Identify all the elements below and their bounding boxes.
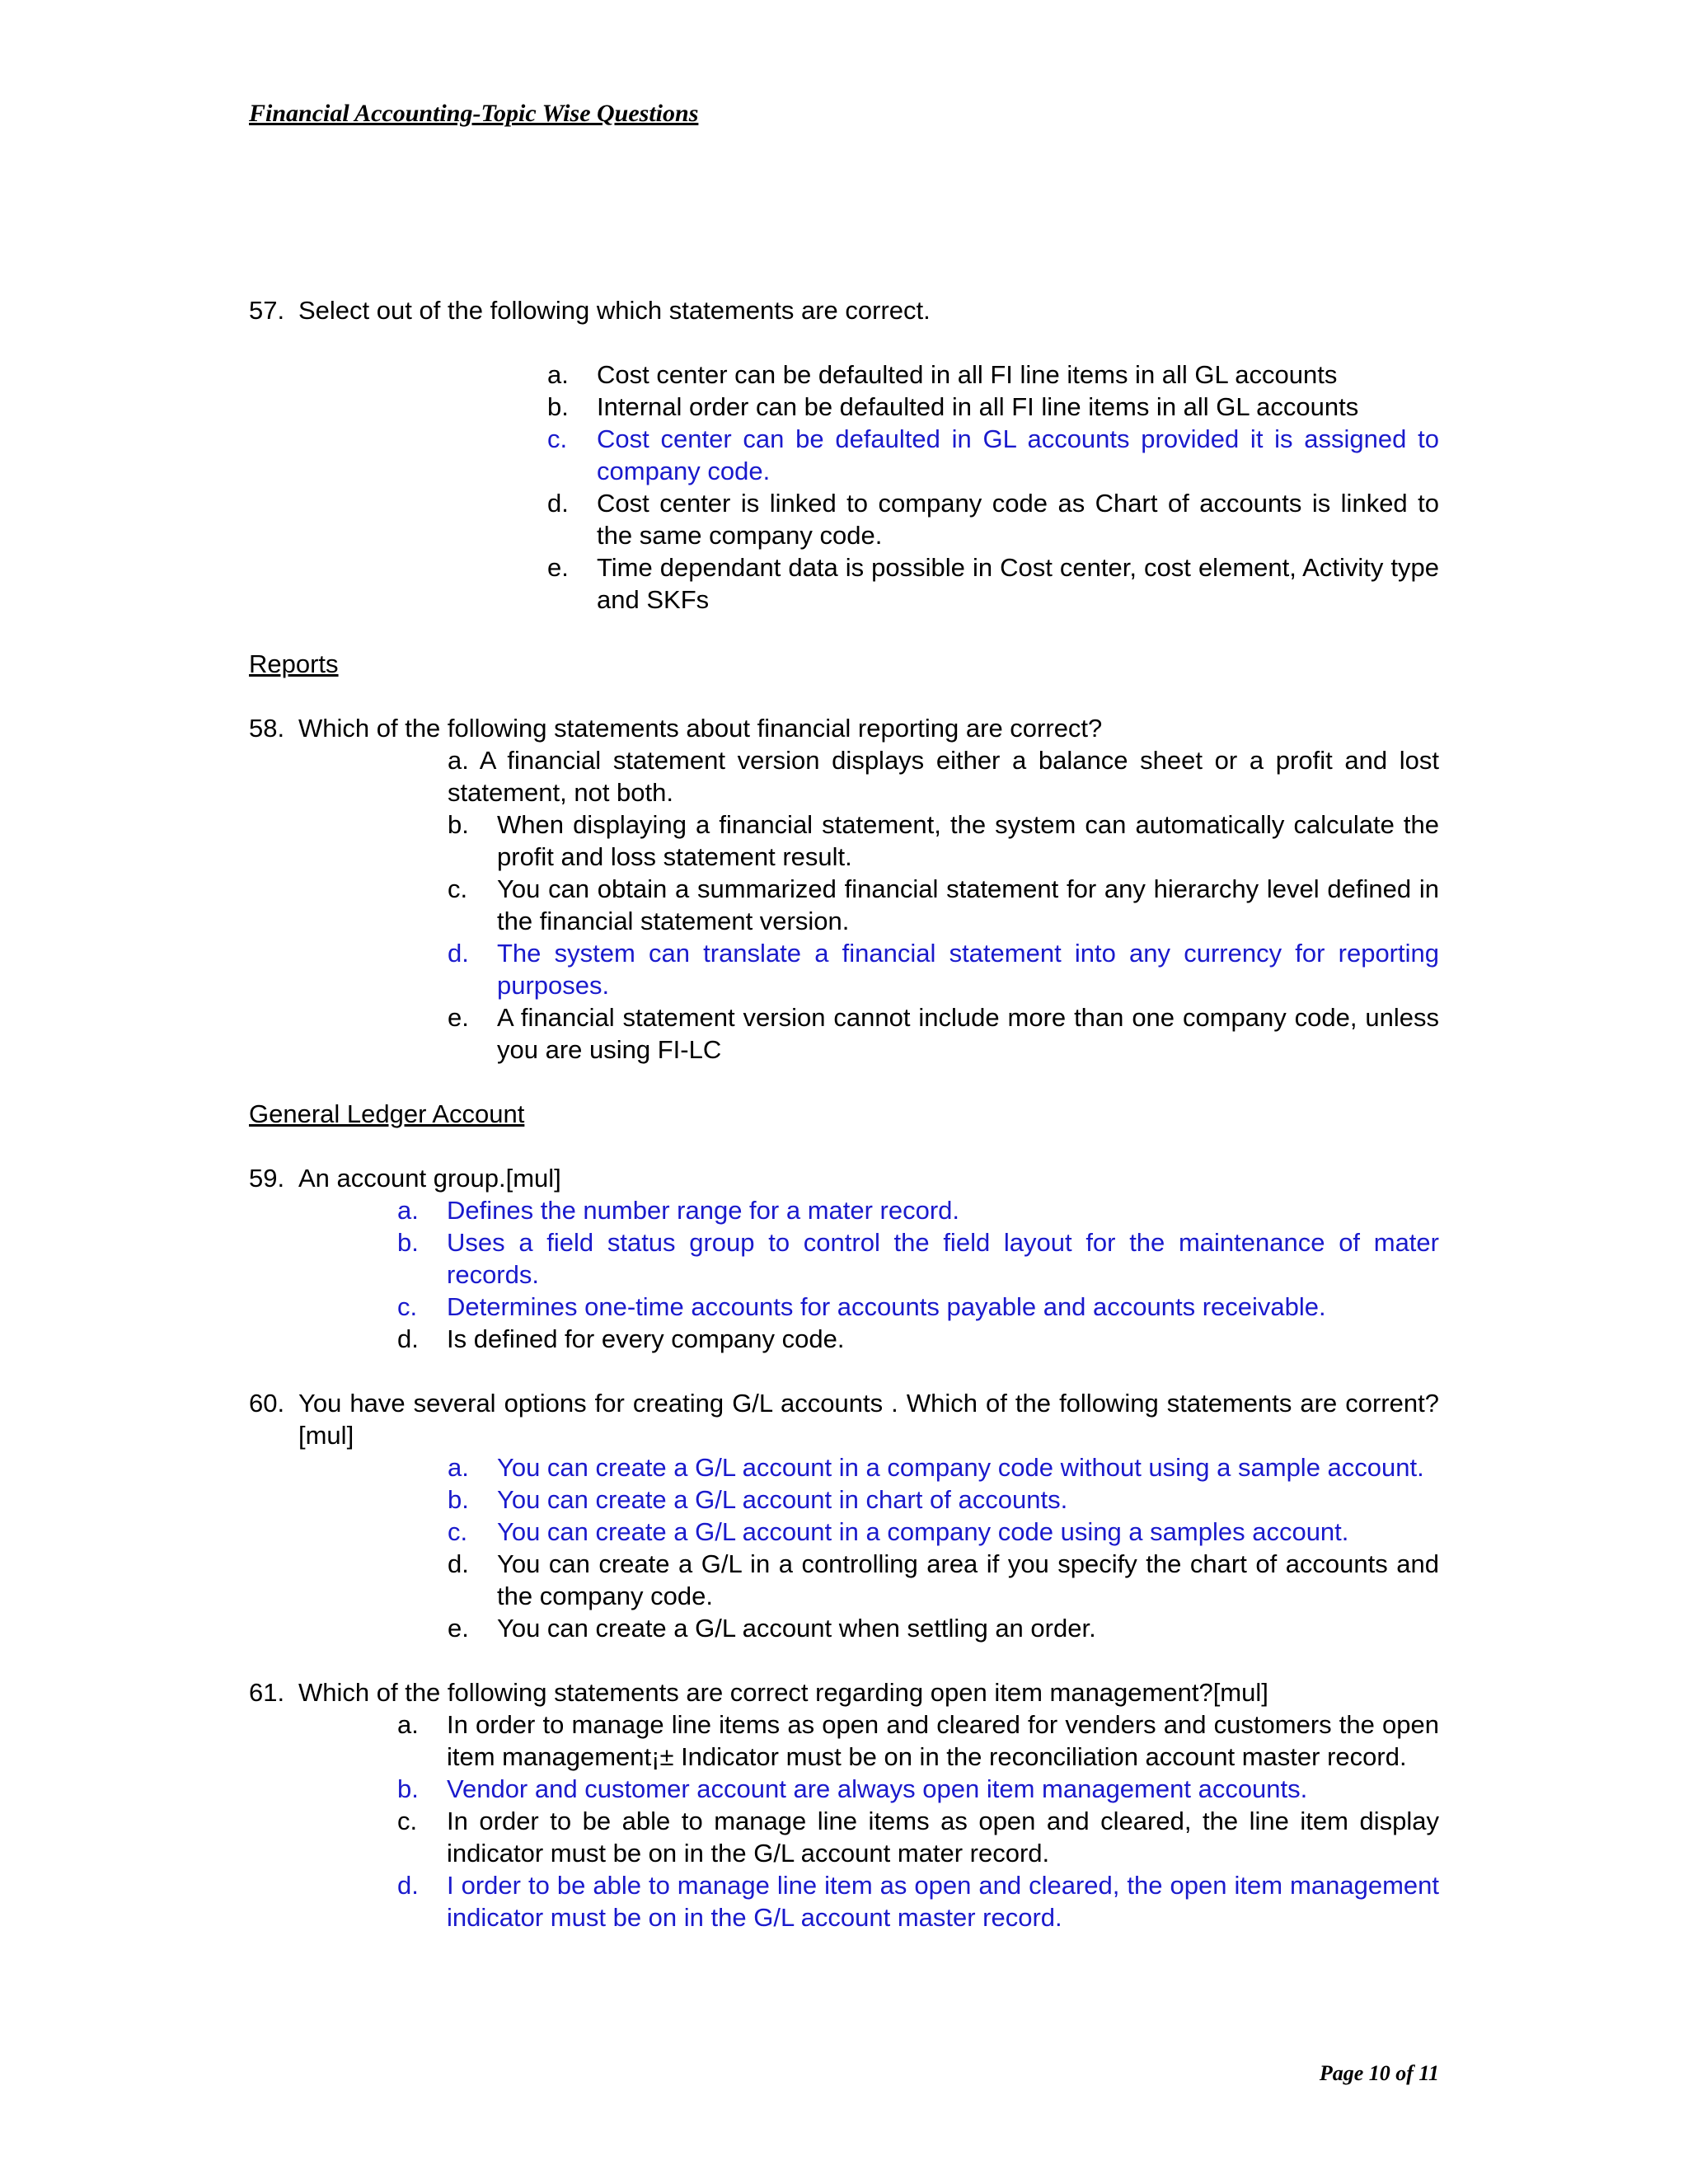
page-content — [249, 294, 1439, 1933]
question-text: Which of the following statements are correct regarding open item management?[mul] — [298, 1678, 1268, 1707]
section-title-reports: Reports — [249, 649, 339, 678]
option-list — [249, 1451, 1439, 1644]
option-61b-correct: b. Vendor and customer account are always open item management accounts. — [397, 1774, 1308, 1803]
option-57d: d. Cost center is linked to company code as Chart of accounts is linked to the same company code. — [547, 489, 1439, 550]
question-58 — [249, 712, 1439, 744]
option-list — [249, 808, 1439, 1066]
option-60a-correct: a. You can create a G/L account in a company code without using a sample account. — [448, 1453, 1424, 1482]
spacer — [249, 680, 1439, 712]
option-58e: e. A financial statement version cannot include more than one company code, unless you are using FI-LC — [448, 1003, 1439, 1064]
option-59d: d. Is defined for every company code. — [397, 1324, 845, 1353]
option-57e: e. Time dependant data is possible in Cost center, cost element, Activity type and SKFs — [547, 553, 1439, 614]
spacer — [249, 1355, 1439, 1387]
question-57 — [249, 294, 1439, 326]
option-58b: b. When displaying a financial statement, the system can automatically calculate the profit and loss statement result. — [448, 810, 1439, 871]
question-60 — [249, 1387, 1439, 1451]
option-list — [249, 1708, 1439, 1933]
option-57b: b. Internal order can be defaulted in all FI line items in all GL accounts — [547, 392, 1359, 421]
question-number: 61. — [249, 1678, 285, 1707]
option-61c: c. In order to be able to manage line items as open and cleared, the line item display indicator must be on in the G/L account mater record. — [397, 1807, 1439, 1868]
section-title-general-ledger: General Ledger Account — [249, 1099, 525, 1128]
option-57a: a. Cost center can be defaulted in all FI line items in all GL accounts — [547, 360, 1338, 389]
question-text: Which of the following statements about financial reporting are correct? — [298, 714, 1103, 743]
option-59b-correct: b. Uses a field status group to control the field layout for the maintenance of mater records. — [397, 1228, 1439, 1289]
question-61 — [249, 1676, 1439, 1708]
option-58c: c. You can obtain a summarized financial statement for any hierarchy level defined in the financial statement version. — [448, 874, 1439, 935]
page-header-title: Financial Accounting-Topic Wise Questions — [249, 100, 699, 127]
option-list — [249, 359, 1439, 616]
option-61d-correct: d. I order to be able to manage line item as open and cleared, the open item management indicator must be on in the G/L account master record. — [397, 1871, 1439, 1932]
option-60b-correct: b. You can create a G/L account in chart of accounts. — [448, 1485, 1068, 1514]
question-text: An account group.[mul] — [298, 1164, 561, 1193]
page-number: Page 10 of 11 — [1319, 2061, 1439, 2085]
question-text: You have several options for creating G/L accounts . Which of the following statements are corrent?[mul] — [298, 1389, 1439, 1450]
option-59c-correct: c. Determines one-time accounts for accounts payable and accounts receivable. — [397, 1292, 1326, 1321]
option-58a: a. A financial statement version displays either a balance sheet or a profit and lost statement, not both. — [448, 746, 1439, 807]
spacer — [249, 616, 1439, 648]
spacer — [249, 1644, 1439, 1676]
option-58d-correct: d. The system can translate a financial statement into any currency for reporting purposes. — [448, 939, 1439, 1000]
question-text: Select out of the following which statements are correct. — [298, 296, 931, 325]
spacer — [249, 1130, 1439, 1162]
spacer — [249, 326, 1439, 359]
option-61a: a. In order to manage line items as open and cleared for venders and customers the open item management¡± Indicator must be on in the reconciliation account master record. — [397, 1710, 1439, 1771]
question-number: 57. — [249, 296, 285, 325]
question-number: 59. — [249, 1164, 285, 1193]
question-number: 58. — [249, 714, 285, 743]
option-60e: e. You can create a G/L account when settling an order. — [448, 1614, 1096, 1643]
option-57c-correct: c. Cost center can be defaulted in GL accounts provided it is assigned to company code. — [547, 424, 1439, 485]
option-list — [249, 1194, 1439, 1355]
option-60c-correct: c. You can create a G/L account in a company code using a samples account. — [448, 1517, 1349, 1546]
option-59a-correct: a. Defines the number range for a mater record. — [397, 1196, 960, 1225]
question-59 — [249, 1162, 1439, 1194]
option-60d: d. You can create a G/L in a controlling area if you specify the chart of accounts and the company code. — [448, 1549, 1439, 1610]
spacer — [249, 1066, 1439, 1098]
question-number: 60. — [249, 1389, 285, 1418]
